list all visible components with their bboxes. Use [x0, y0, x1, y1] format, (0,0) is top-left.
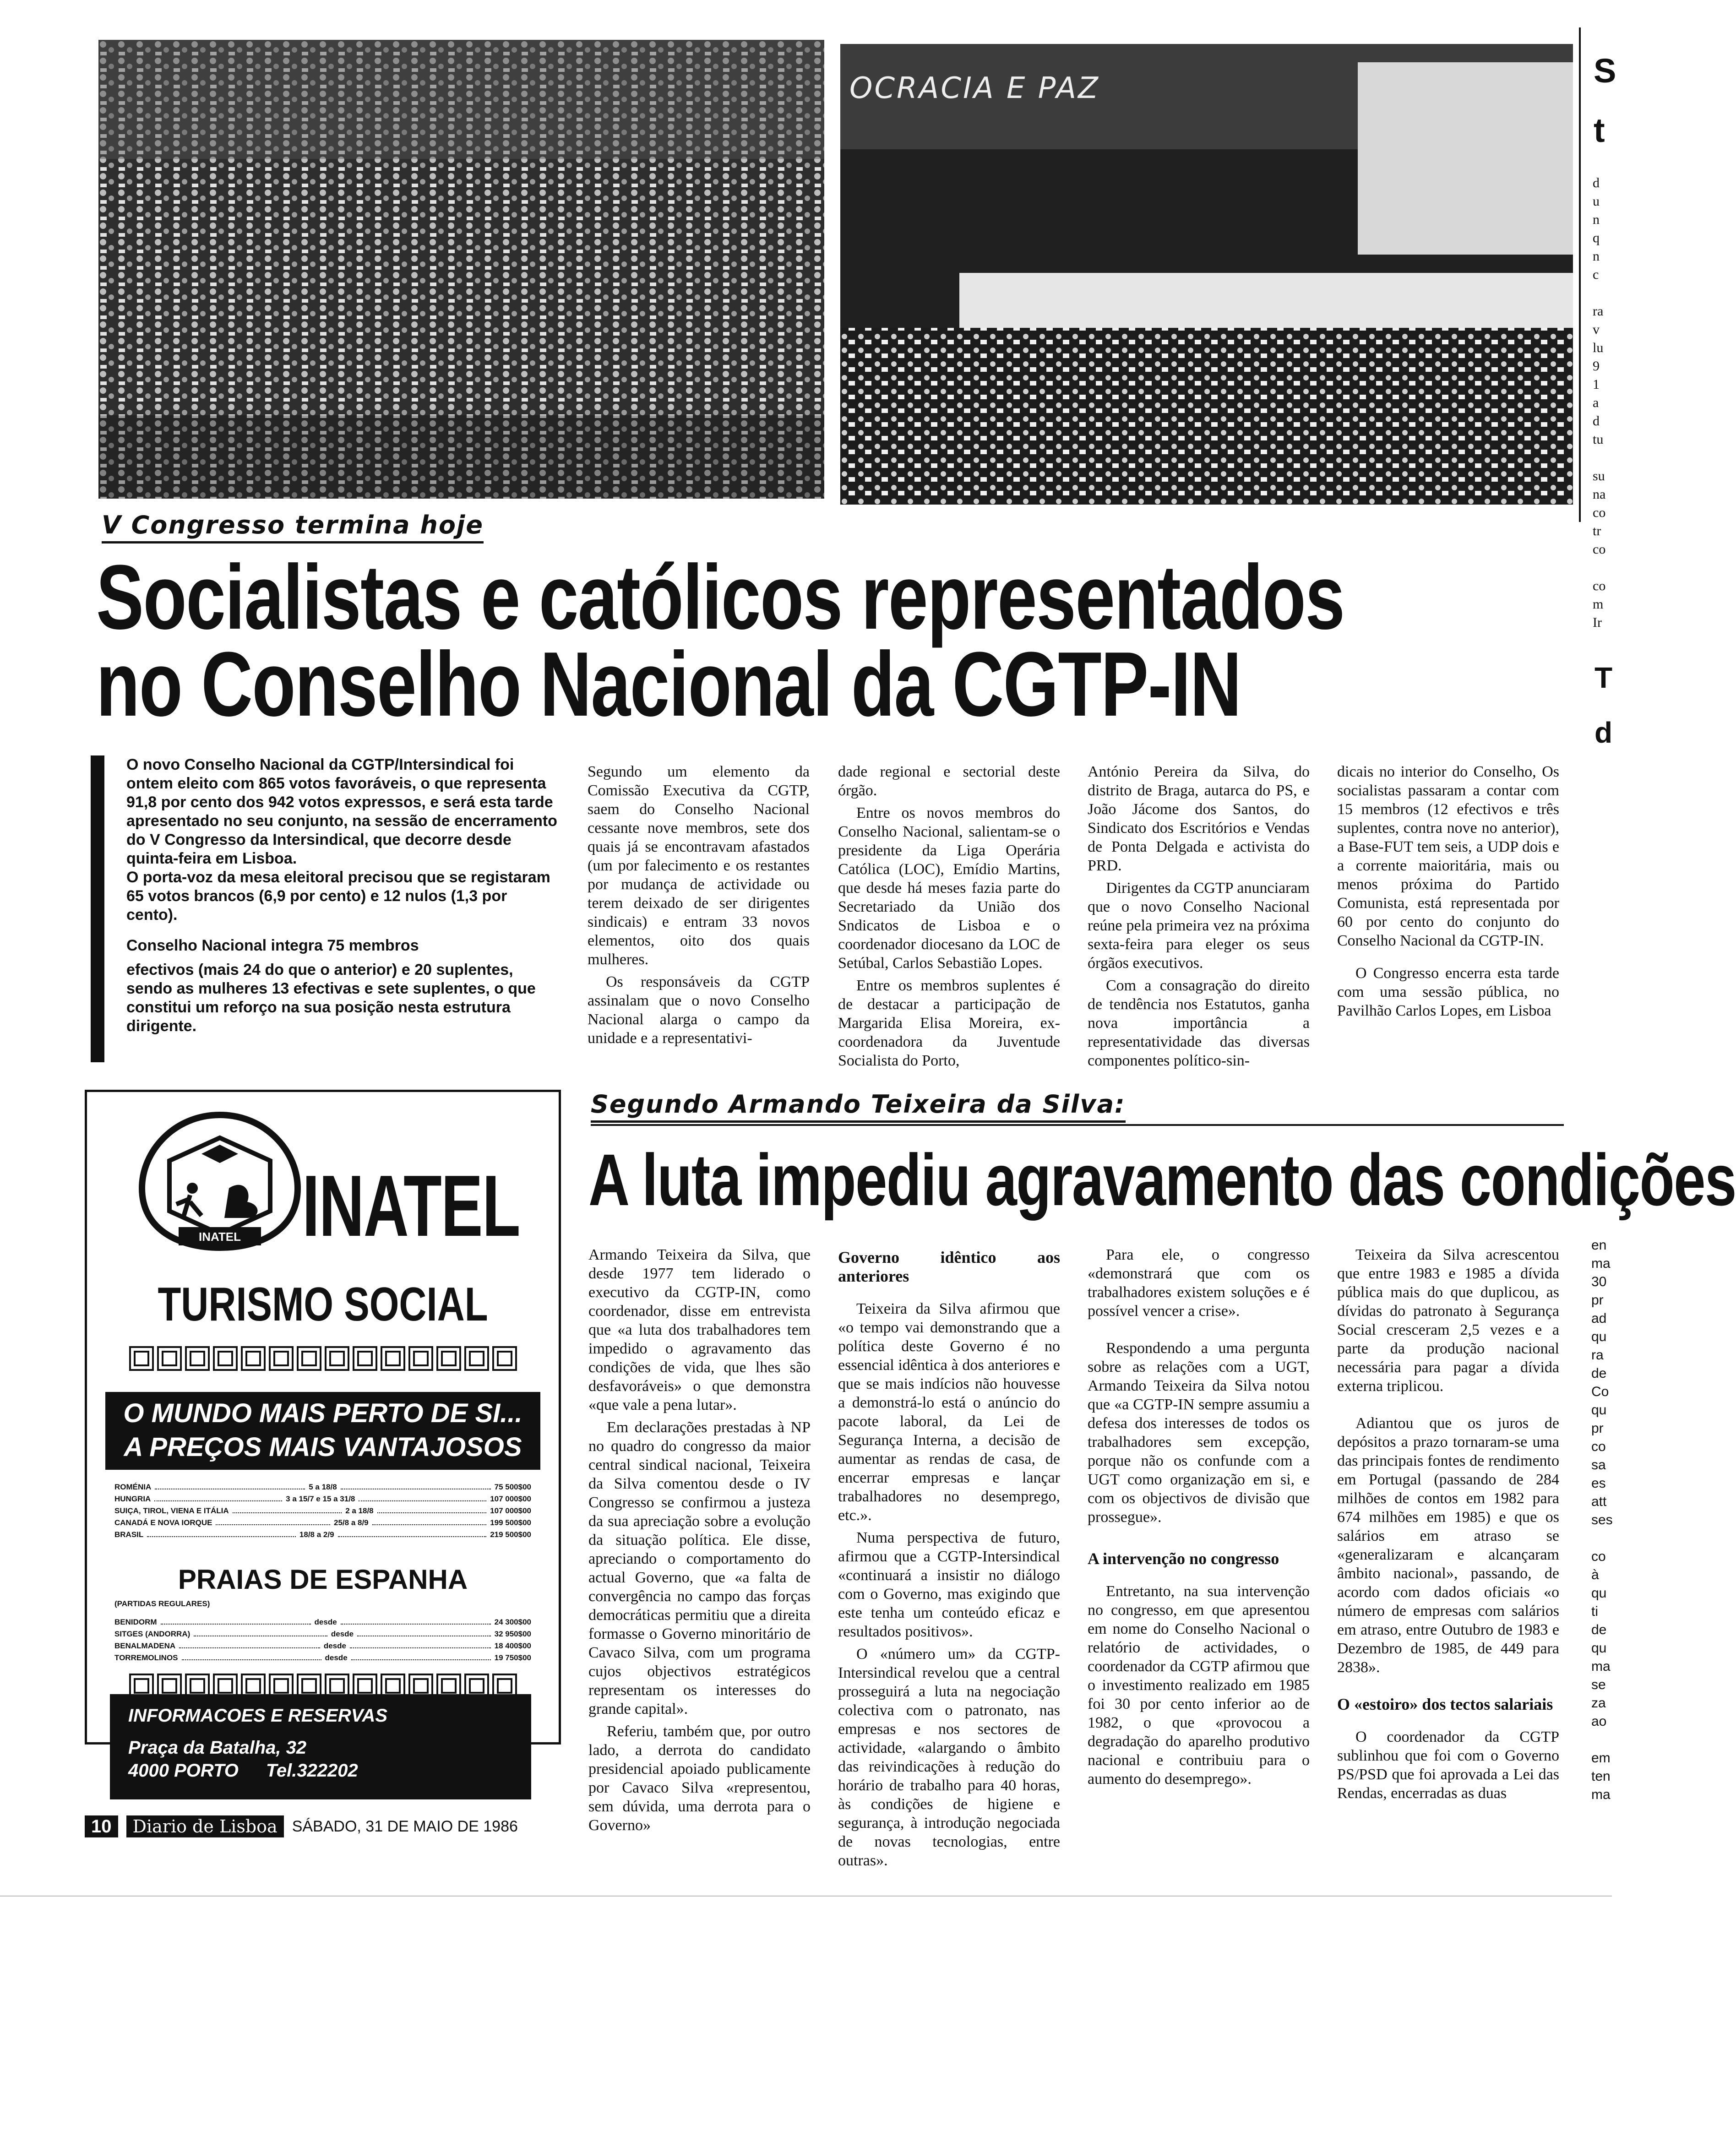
paragraph: Entretanto, na sua intervenção no congresso, em que apresentou em nome do Conselho Nacional o relatório de actividades, o coordenador da CGTP afirmou que o investimento realizado em 1985 foi 30 por cento inferior ao de 1982, o que «provocou a degradação do aparelho produtivo nacional e contribuiu para o aumento do desemprego».	[1088, 1583, 1310, 1788]
paragraph: Entre os novos membros do Conselho Nacional, salientam-se o presidente da Liga Operária Católica (LOC), Emídio Martins, que desde há meses fazia parte do Secretariado da União dos Sndicatos de Lisboa e o coordenador diocesano da LOC de Setúbal, Carlos Sebastião Lopes.	[838, 804, 1060, 972]
paragraph: António Pereira da Silva, do distrito de Braga, autarca do PS, e João Jácome dos Santos, do Sindicato dos Escritórios e Vendas de Ponta Delgada e activista do PRD.	[1088, 763, 1310, 874]
paragraph: Segundo um elemento da Comissão Executiva da CGTP, saem do Conselho Nacional cessante nove membros, sete dos quais já se encontravam afastados (um por falecimento e os restantes por mudança de actividade ou terem deixado de ser dirigentes sindicais) e entram 33 novos elementos, oito dos quais mulheres.	[588, 763, 810, 968]
lead-vertical-bar	[91, 755, 104, 1062]
article1-headline-line1: Socialistas e católicos representados	[96, 546, 1344, 648]
right-edge-column-top: d u n q n c ra v lu 9 1 a d tu su na co tr co co m Ir	[1593, 175, 1606, 630]
ad-decorative-grid	[87, 1346, 559, 1371]
trip-row: CANADÁ E NOVA IORQUE 25/8 a 8/9 199 500$00	[114, 1517, 531, 1529]
article1-lead	[126, 755, 559, 1036]
lead-subhead: Conselho Nacional integra 75 membros	[126, 937, 419, 954]
paragraph: O coordenador da CGTP sublinhou que foi com o Governo PS/PSD que foi aprovada a Lei das Rendas, encerradas as duas	[1337, 1728, 1559, 1802]
article1-column-4	[1337, 762, 1559, 1071]
article1-column-1	[588, 762, 810, 1071]
ad-beach-title: PRAIAS DE ESPANHA	[178, 1564, 468, 1595]
logo-caption: INATEL	[199, 1230, 241, 1244]
photo-congress-audience	[98, 40, 824, 499]
beach-row: TORREMOLINOS desde 19 750$00	[114, 1652, 531, 1664]
paragraph: O «número um» da CGTP-Intersindical revelou que a central prosseguirá a luta na negociação colectiva com o patronato, nas empresas e nos sectores de actividade, «alargando o âmbito das reivindicações à redução do horário de trabalho para 40 horas, às condições de higiene e segurança, à introdução negociada de novas tecnologias, entre outras».	[838, 1646, 1060, 1869]
paragraph: Armando Teixeira da Silva, que desde 1977 tem liderado o executivo da CGTP-IN, como coordenador, disse em entrevista que «a luta dos trabalhadores tem impedido o agravamento das condições de vida, que lhes são desfavoráveis» o que demonstra «que vale a pena lutar».	[588, 1246, 811, 1413]
article2-column-1	[588, 1245, 811, 1845]
page-number: 10	[85, 1815, 118, 1837]
lead-paragraph: O novo Conselho Nacional da CGTP/Intersindical foi ontem eleito com 865 votos favoráveis, o que representa 91,8 por cento dos 942 votos expressos, e será esta tarde apresentado no seu conjunto, na sessão de encerramento do V Congresso da Intersindical, que decorre desde quinta-feira em Lisboa.	[126, 756, 557, 867]
paragraph: Os responsáveis da CGTP assinalam que o novo Conselho Nacional alarga o campo da unidade e a representativi-	[588, 973, 810, 1047]
article2-subhead: A intervenção no congresso	[1088, 1549, 1279, 1568]
ad-contact-box	[110, 1694, 531, 1799]
ad-address-line2	[128, 1759, 513, 1782]
ad-slogan-banner	[105, 1392, 540, 1470]
ad-trips-table	[114, 1481, 531, 1541]
photo-congress-stage	[840, 44, 1573, 505]
paragraph: Numa perspectiva de futuro, afirmou que a CGTP-Intersindical «continuará a insistir no diálogo com o Governo, mas exigindo que este tenha um conteúdo eficaz e resultados positivos».	[838, 1529, 1060, 1640]
ad-phone: Tel.322202	[266, 1761, 358, 1781]
article2-kicker-rule	[591, 1124, 1564, 1126]
article2-kicker: Segundo Armando Teixeira da Silva:	[591, 1090, 1126, 1123]
footer-bar	[85, 1815, 518, 1837]
footer-rule	[0, 1896, 1612, 1897]
paragraph: Referiu, também que, por outro lado, a derrota do candidato presidencial apoiado publicamente por Cavaco Silva «representou, sem dúvida, uma derrota para o Governo»	[588, 1723, 811, 1834]
paragraph: O Congresso encerra esta tarde com uma sessão pública, no Pavilhão Carlos Lopes, em Lisboa	[1337, 965, 1559, 1019]
paragraph: Dirigentes da CGTP anunciaram que o novo Conselho Nacional reúne pela primeira vez na próxima sexta-feira para eleger os seus órgãos executivos.	[1088, 880, 1310, 972]
paragraph: Com a consagração do direito de tendência nos Estatutos, ganha nova importância a representatividade das diversas componentes político-sin-	[1088, 977, 1310, 1069]
paragraph: Para ele, o congresso «demonstrará que com os trabalhadores existem soluções e é possível vencer a crise».	[1088, 1246, 1310, 1320]
paragraph: Teixeira da Silva acrescentou que entre 1983 e 1985 a dívida pública mais do que duplicou, as dívidas do patronato à Segurança Social cresceram 2,5 vezes e a parte da produção nacional necessária para pagar a dívida externa triplicou.	[1337, 1246, 1559, 1395]
paragraph: Teixeira da Silva afirmou que «o tempo vai demonstrando que a política deste Governo é no essencial idêntica à dos anteriores e que se mais indícios não houvesse a demonstrá-lo está o anúncio do pacote laboral, da Lei de Segurança Interna, a decisão de aumentar as rendas de casa, de encerrar empresas e lançar trabalhadores no desemprego, etc.».	[838, 1300, 1060, 1524]
paragraph: Respondendo a uma pergunta sobre as relações com a UGT, Armando Teixeira da Silva notou que «a CGTP-IN sempre assumiu a defesa dos interesses de todos os trabalhadores sem excepção, porque não os confunde com a UGT como organização em si, e com os objectivos de divisão que prossegue».	[1088, 1340, 1310, 1526]
ad-city: 4000 PORTO	[128, 1761, 239, 1781]
lead-paragraph: O porta-voz da mesa eleitoral precisou que se registaram 65 votos brancos (6,9 por cento) e 12 nulos (1,3 por cento).	[126, 869, 550, 924]
beach-row: BENALMADENA desde 18 400$00	[114, 1640, 531, 1652]
paragraph: Em declarações prestadas à NP no quadro do congresso da maior central sindical nacional, Teixeira da Silva comentou desde o IV Congresso se confirmou a justeza da sua apreciação sobre a evolução da situação política. Ele disse, apreciando o comportamento do actual Governo, que «a falta de convergência no campo das forças democráticas permitiu que a direita formasse o Governo minoritário de Cavaco Silva, com um programa cujos objectivos estratégicos representam os interesses do grande capital».	[588, 1419, 811, 1717]
paragraph: Entre os membros suplentes é de destacar a participação de Margarida Elisa Moreira, ex-coordenadora da Juventude Socialista do Porto,	[838, 977, 1060, 1069]
inatel-logo-icon	[137, 1110, 302, 1252]
article1-headline-line2: no Conselho Nacional da CGTP-IN	[96, 633, 1241, 735]
article2-headline: A luta impediu agravamento das condições	[588, 1139, 1736, 1221]
article2-column-2	[838, 1245, 1060, 1869]
trip-row: SUIÇA, TIROL, VIENA E ITÁLIA 2 a 18/8 107 000$00	[114, 1505, 531, 1517]
article2-subhead: Governo idêntico aos anteriores	[838, 1248, 1060, 1285]
article2-subhead: O «estoiro» dos tectos salariais	[1337, 1695, 1553, 1713]
article1-kicker: V Congresso termina hoje	[102, 511, 484, 543]
ad-beach-note: (PARTIDAS REGULARES)	[114, 1599, 210, 1608]
ad-slogan-line2: A PREÇOS MAIS VANTAJOSOS	[124, 1432, 522, 1462]
paragraph: dicais no interior do Conselho, Os socialistas passaram a contar com 15 membros (12 efectivos e três suplentes, contra nove no anterior), a Base-FUT tem seis, a UDP dois e a corrente maioritária, mais ou menos próxima do Partido Comunista, está representada por 60 por cento do conjunto do Conselho Nacional da CGTP-IN.	[1337, 763, 1559, 949]
article1-column-3	[1088, 762, 1310, 1071]
ad-tagline: TURISMO SOCIAL	[158, 1278, 488, 1331]
right-edge-top-headline: S t	[1594, 52, 1616, 149]
right-edge-rule	[1579, 27, 1581, 522]
article2-column-3	[1088, 1245, 1310, 1845]
lead-paragraph: efectivos (mais 24 do que o anterior) e 20 suplentes, sendo as mulheres 13 efectivas e sete suplentes, o que constitui um reforço na sua posição nesta estrutura dirigente.	[126, 961, 536, 1035]
right-edge-column-bottom: en ma 30 pr ad qu ra de Co qu pr co sa es att ses co à qu ti de qu ma se za ao em ten ma	[1591, 1238, 1613, 1802]
trip-row: ROMÉNIA 5 a 18/8 75 500$00	[114, 1481, 531, 1493]
article2-column-4	[1337, 1245, 1559, 1845]
paragraph: Adiantou que os juros de depósitos a prazo tornaram-se uma das principais fontes de rendimento em Portugal (passando de 284 milhões de contos em 1982 para 674 milhões em 1985) e que os salários em atraso se «generalizaram e alcançaram âmbito nacional», passando, de acordo com dados oficiais «o número de empresas com salários em atraso, entre Outubro de 1983 e Dezembro de 1985, de 449 para 2838».	[1337, 1415, 1559, 1676]
paragraph: dade regional e sectorial deste órgão.	[838, 763, 1060, 799]
beach-row: BENIDORM desde 24 300$00	[114, 1616, 531, 1628]
photo-banner-text: OCRACIA E PAZ	[849, 71, 1100, 105]
ad-address-line1: Praça da Batalha, 32	[128, 1738, 307, 1758]
right-edge-headline: T d	[1595, 661, 1613, 749]
trip-row: HUNGRIA 3 a 15/7 e 15 a 31/8 107 000$00	[114, 1493, 531, 1505]
article1-column-2	[838, 762, 1060, 1071]
trip-row: BRASIL 18/8 a 2/9 219 500$00	[114, 1529, 531, 1541]
inatel-advertisement	[85, 1090, 561, 1744]
ad-beaches-table	[114, 1616, 531, 1664]
masthead: Diario de Lisboa	[126, 1815, 284, 1837]
beach-row: SITGES (ANDORRA) desde 32 950$00	[114, 1628, 531, 1640]
ad-brand: INATEL	[302, 1158, 520, 1255]
issue-date: SÁBADO, 31 DE MAIO DE 1986	[292, 1818, 518, 1835]
ad-info-title: INFORMACOES E RESERVAS	[128, 1706, 387, 1726]
ad-slogan-line1: O MUNDO MAIS PERTO DE SI...	[123, 1398, 522, 1428]
